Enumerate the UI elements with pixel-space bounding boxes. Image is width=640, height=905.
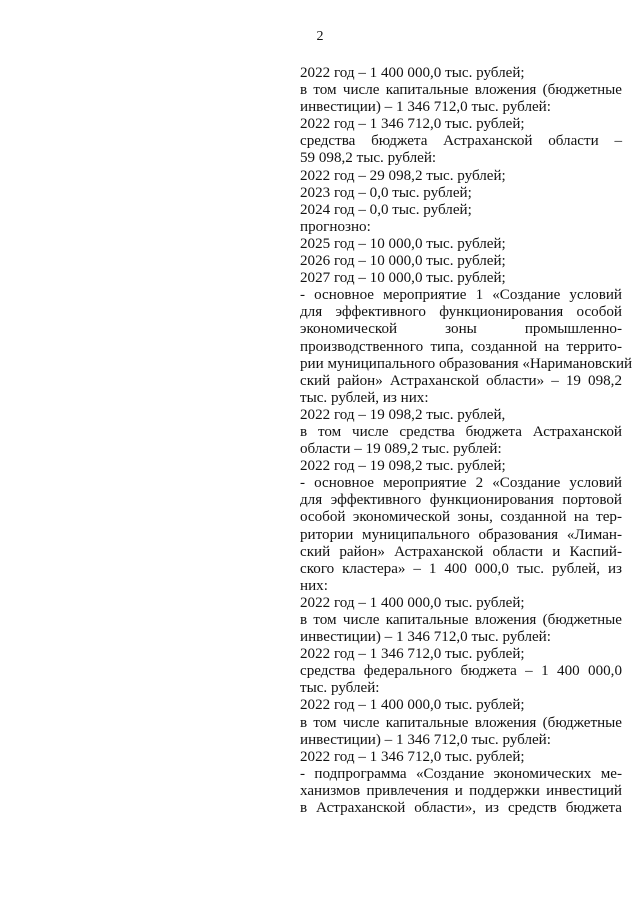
text-line: ского кластера» – 1 400 000,0 тыс. рублей, из	[300, 560, 622, 577]
text-line: 2027 год – 10 000,0 тыс. рублей;	[300, 270, 506, 287]
text-line: 2026 год – 10 000,0 тыс. рублей;	[300, 253, 506, 270]
text-line: экономической зоны промышленно-	[300, 321, 622, 338]
text-line: ханизмов привлечения и поддержки инвестиций	[300, 782, 622, 799]
text-line: средства федерального бюджета – 1 400 000,0	[300, 663, 622, 680]
text-line: ский район» Астраханской области и Каспий-	[300, 543, 622, 560]
text-line: в том числе капитальные вложения (бюджетные	[300, 82, 622, 99]
text-line: для эффективного функционирования портовой	[300, 492, 622, 509]
text-line: производственного типа, созданной на террито-	[300, 338, 622, 355]
text-line: средства бюджета Астраханской области –	[300, 133, 622, 150]
text-line: области – 19 089,2 тыс. рублей:	[300, 441, 502, 458]
text-line: 2022 год – 1 400 000,0 тыс. рублей;	[300, 697, 525, 714]
text-line: 2023 год – 0,0 тыс. рублей;	[300, 184, 472, 201]
text-line: инвестиции) – 1 346 712,0 тыс. рублей:	[300, 629, 551, 646]
text-line: - основное мероприятие 1 «Создание условий	[300, 287, 622, 304]
text-line: 2022 год – 19 098,2 тыс. рублей,	[300, 406, 506, 423]
text-line: в том числе капитальные вложения (бюджетные	[300, 714, 622, 731]
text-line: особой экономической зоны, созданной на тер-	[300, 509, 622, 526]
text-line: ский район» Астраханской области» – 19 098,2	[300, 372, 622, 389]
text-line: 2022 год – 1 346 712,0 тыс. рублей;	[300, 748, 525, 765]
text-line: для эффективного функционирования особой	[300, 304, 622, 321]
text-line: 2022 год – 29 098,2 тыс. рублей;	[300, 167, 506, 184]
text-line: 59 098,2 тыс. рублей:	[300, 150, 437, 167]
text-line: 2022 год – 1 346 712,0 тыс. рублей;	[300, 116, 525, 133]
text-line: - основное мероприятие 2 «Создание условий	[300, 475, 622, 492]
text-line: ритории муниципального образования «Лиман-	[300, 526, 622, 543]
text-line: в том числе капитальные вложения (бюджетные	[300, 612, 622, 628]
document-text-column	[300, 65, 633, 817]
text-line: 2025 год – 10 000,0 тыс. рублей;	[300, 235, 506, 252]
text-line: инвестиции) – 1 346 712,0 тыс. рублей:	[300, 99, 551, 116]
text-line: них:	[300, 577, 328, 594]
text-line: инвестиции) – 1 346 712,0 тыс. рублей:	[300, 731, 551, 748]
text-line: 2022 год – 1 400 000,0 тыс. рублей;	[300, 594, 525, 611]
text-line: - подпрограмма «Создание экономических ме-	[300, 765, 622, 782]
text-line: в Астраханской области», из средств бюджета	[300, 800, 622, 817]
page-number: 2	[316, 29, 324, 44]
text-line: 2022 год – 19 098,2 тыс. рублей;	[300, 458, 506, 475]
text-line: тыс. рублей:	[300, 680, 380, 697]
text-line: в том числе средства бюджета Астраханской	[300, 423, 622, 440]
text-line: тыс. рублей, из них:	[300, 389, 429, 406]
text-line: прогнозно:	[300, 218, 371, 235]
text-line: 2022 год – 1 346 712,0 тыс. рублей;	[300, 646, 525, 663]
text-line: 2022 год – 1 400 000,0 тыс. рублей;	[300, 65, 525, 81]
text-line: рии муниципального образования «Наримановский	[300, 355, 633, 372]
text-line: 2024 год – 0,0 тыс. рублей;	[300, 201, 472, 218]
